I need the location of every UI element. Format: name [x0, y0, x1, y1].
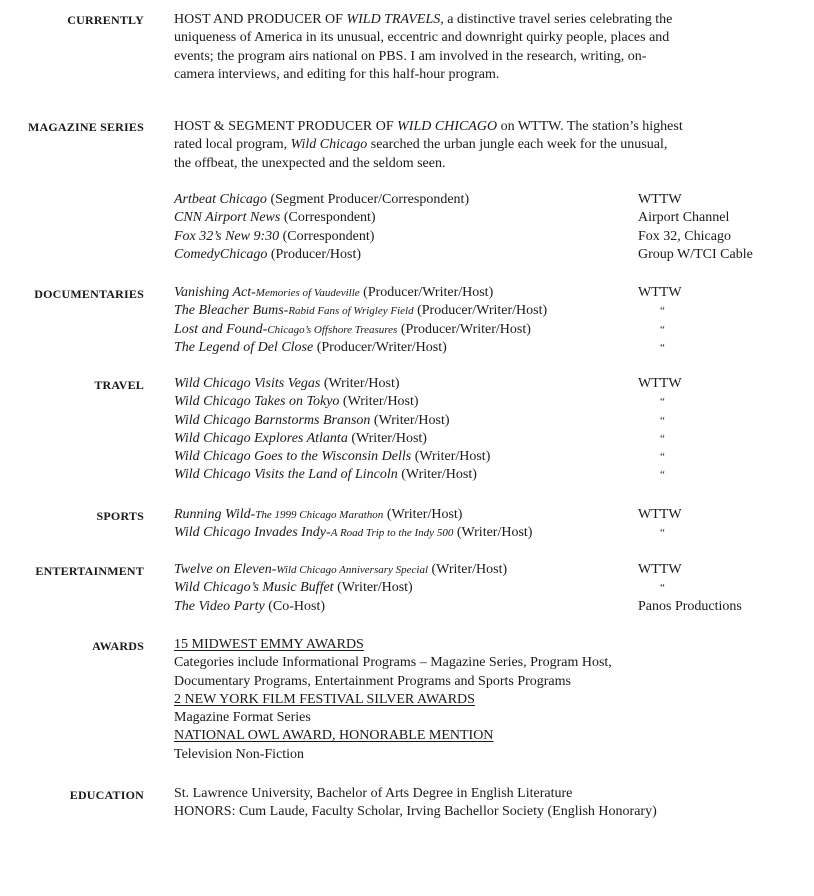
- credit-entry: Wild Chicago Visits Vegas (Writer/Host) WTTW: [174, 375, 490, 393]
- awards-list: [174, 636, 612, 764]
- ditto-mark: “: [660, 305, 665, 318]
- award-title-emmy: 15 MIDWEST EMMY AWARDS: [174, 637, 364, 652]
- currently-description: [174, 11, 672, 84]
- sports-entries: [174, 506, 682, 543]
- magazine-description: [174, 118, 683, 173]
- credit-entry: Lost and Found-Chicago’s Offshore Treasures (Producer/Writer/Host) “: [174, 321, 547, 339]
- award-detail: Magazine Format Series: [174, 710, 311, 726]
- credit-entry: Wild Chicago Barnstorms Branson (Writer/Host) “: [174, 412, 490, 430]
- credit-entry: Wild Chicago Invades Indy-A Road Trip to the Indy 500 (Writer/Host) “: [174, 524, 532, 542]
- credit-entry: The Bleacher Bums-Rabid Fans of Wrigley Field (Producer/Writer/Host) “: [174, 302, 547, 320]
- magazine-line-1: HOST & SEGMENT PRODUCER OF WILD CHICAGO on WTTW. The station’s highest: [174, 119, 683, 134]
- education-honors: HONORS: Cum Laude, Faculty Scholar, Irving Bachellor Society (English Honorary): [174, 804, 657, 820]
- station: Airport Channel: [638, 210, 730, 226]
- credit-entry: CNN Airport News (Correspondent) Airport Channel: [174, 209, 469, 227]
- station: WTTW: [638, 376, 682, 391]
- ditto-mark: “: [660, 432, 665, 445]
- currently-line-3: events; the program airs national on PBS. I am involved in the research, writing, on-: [174, 48, 647, 64]
- ditto-mark: “: [660, 527, 665, 540]
- education-degree: St. Lawrence University, Bachelor of Arts Degree in English Literature: [174, 786, 573, 801]
- section-label-entertainment: ENTERTAINMENT: [35, 564, 144, 578]
- award-title-nyff: 2 NEW YORK FILM FESTIVAL SILVER AWARDS: [174, 691, 475, 707]
- credit-entry: Artbeat Chicago (Segment Producer/Correspondent) WTTW: [174, 191, 469, 209]
- credit-entry: Vanishing Act-Memories of Vaudeville (Producer/Writer/Host) WTTW: [174, 284, 547, 302]
- section-label-documentaries: DOCUMENTARIES: [34, 287, 144, 301]
- credit-entry: The Legend of Del Close (Producer/Writer/Host) “: [174, 339, 547, 357]
- credit-entry: Fox 32’s New 9:30 (Correspondent) Fox 32, Chicago: [174, 228, 469, 246]
- award-detail: Documentary Programs, Entertainment Programs and Sports Programs: [174, 673, 571, 689]
- section-label-sports: SPORTS: [96, 509, 144, 523]
- section-label-currently: CURRENTLY: [67, 13, 144, 27]
- station: WTTW: [638, 285, 682, 300]
- credit-entry: Wild Chicago’s Music Buffet (Writer/Host) “: [174, 579, 507, 597]
- station: Fox 32, Chicago: [638, 228, 731, 244]
- currently-line-1: HOST AND PRODUCER OF WILD TRAVELS, a distinctive travel series celebrating the: [174, 12, 673, 27]
- credit-entry: ComedyChicago (Producer/Host) Group W/TCI Cable: [174, 246, 469, 264]
- magazine-entries: [174, 191, 753, 264]
- award-detail: Television Non-Fiction: [174, 746, 305, 762]
- credit-entry: Wild Chicago Explores Atlanta (Writer/Host) “: [174, 430, 490, 448]
- ditto-mark: “: [660, 451, 665, 464]
- ditto-mark: “: [660, 469, 665, 482]
- entertainment-entries: [174, 561, 742, 616]
- section-label-travel: TRAVEL: [94, 378, 144, 392]
- award-detail: Categories include Informational Programs – Magazine Series, Program Host,: [174, 655, 612, 671]
- station: WTTW: [638, 192, 682, 207]
- section-label-magazine-series: MAGAZINE SERIES: [27, 120, 144, 134]
- credit-entry: Wild Chicago Takes on Tokyo (Writer/Host) “: [174, 393, 490, 411]
- magazine-line-2: rated local program, Wild Chicago searched the urban jungle each week for the unusual,: [174, 137, 668, 153]
- ditto-mark: “: [660, 341, 665, 354]
- credit-entry: Wild Chicago Goes to the Wisconsin Dells (Writer/Host) “: [174, 448, 490, 466]
- station: WTTW: [638, 507, 682, 522]
- documentaries-entries: [174, 284, 682, 357]
- currently-line-4: camera interviews, and editing for this half-hour program.: [174, 66, 500, 82]
- credit-entry: Wild Chicago Visits the Land of Lincoln (Writer/Host) “: [174, 466, 490, 484]
- ditto-mark: “: [660, 582, 665, 595]
- education-details: [174, 785, 657, 822]
- ditto-mark: “: [660, 396, 665, 409]
- station: Panos Productions: [638, 598, 742, 614]
- section-label-education: EDUCATION: [69, 788, 144, 802]
- ditto-mark: “: [660, 414, 665, 427]
- credit-entry: Running Wild-The 1999 Chicago Marathon (Writer/Host) WTTW: [174, 506, 532, 524]
- travel-entries: [174, 375, 682, 485]
- ditto-mark: “: [660, 323, 665, 336]
- station: WTTW: [638, 562, 682, 577]
- credit-entry: Twelve on Eleven-Wild Chicago Anniversary Special (Writer/Host) WTTW: [174, 561, 507, 579]
- station: Group W/TCI Cable: [638, 246, 753, 262]
- currently-line-2: uniqueness of America in its unusual, eccentric and downright quirky people, places and: [174, 30, 670, 46]
- credit-entry: The Video Party (Co-Host) Panos Productions: [174, 598, 507, 616]
- award-title-owl: NATIONAL OWL AWARD, HONORABLE MENTION: [174, 728, 494, 744]
- section-label-awards: AWARDS: [92, 639, 144, 653]
- magazine-line-3: the offbeat, the unexpected and the seldom seen.: [174, 155, 446, 171]
